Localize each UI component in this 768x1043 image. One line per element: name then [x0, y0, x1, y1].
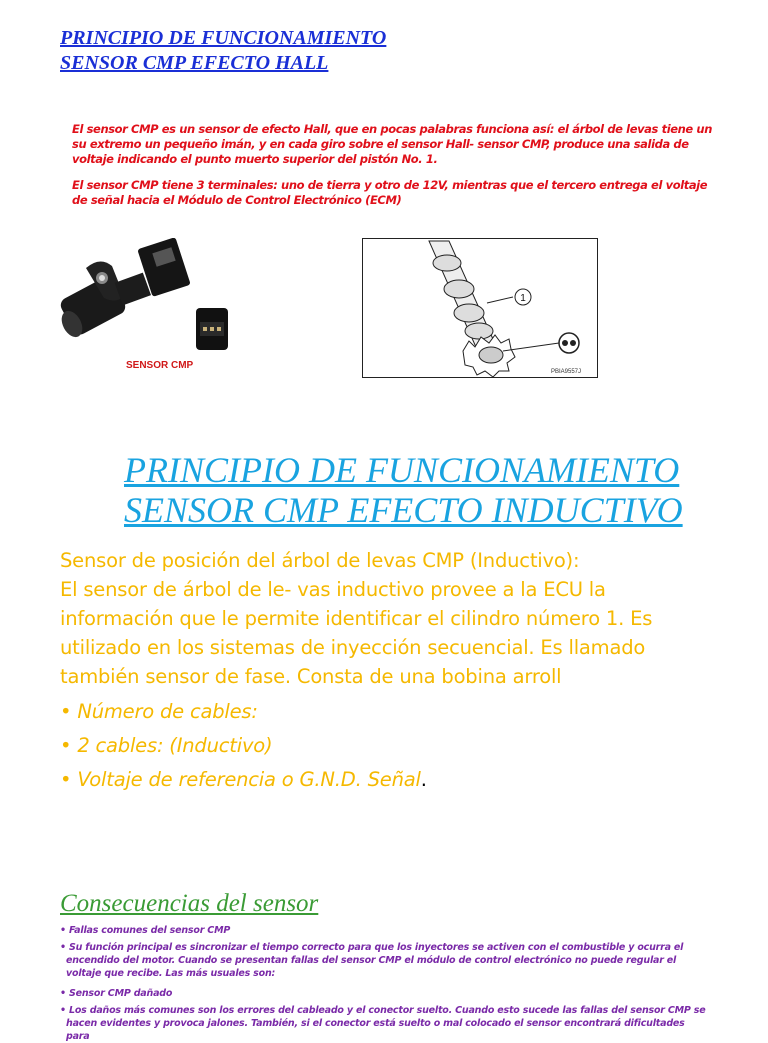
inductive-line-1: Sensor de posición del árbol de levas CMP (Inductivo): — [60, 549, 580, 572]
bullet-item: • 2 cables: (Inductivo) — [60, 734, 273, 757]
bullet-text: Número de cables: — [77, 700, 258, 723]
hall-paragraph-2: El sensor CMP tiene 3 terminales: uno de tierra y otro de 12V, mientras que el tercero entrega el voltaje de señal hacia el Módulo de Control Electrónico (ECM) — [72, 178, 708, 207]
bullet-item: • Voltaje de referencia o G.N.D. Señal. — [60, 768, 427, 791]
sensor-cmp-illustration — [60, 238, 230, 378]
hall-paragraph-1: El sensor CMP es un sensor de efecto Hall, que en pocas palabras funciona así: el árbol de levas tiene un su extremo un pequeño imán, y en cada giro sobre el sensor Hall- sensor CMP, produce una salida de voltaje indicando el punto muerto superior del pistón No. 1. — [72, 122, 712, 166]
inductive-line-2: El sensor de árbol de le- vas inductivo provee a la ECU la — [60, 578, 606, 601]
diagram-code: PBIA9557J — [550, 369, 581, 375]
bullet-item: • Número de cables: — [60, 700, 258, 723]
consequences-item-1: • Fallas comunes del sensor CMP — [60, 925, 231, 936]
diagram-callout-number: 1 — [520, 293, 526, 304]
bullet-text: 2 cables: (Inductivo) — [77, 734, 273, 757]
consequences-item-4: • Los daños más comunes son los errores del cableado y el conector suelto. Cuando esto sucede las fallas del sensor CMP se hacen evidentes y provoca jalones. También, si el conector está suelto o mal colocado el sensor encontrará dificultades para — [60, 1005, 706, 1042]
hall-title — [60, 26, 386, 76]
inductive-line-3: información que le permite identificar el cilindro número 1. Es — [60, 607, 653, 630]
hall-title-line2: SENSOR CMP EFECTO HALL — [60, 52, 329, 74]
sensor-cmp-caption: SENSOR CMP — [126, 360, 194, 371]
inductive-line-5: también sensor de fase. Consta de una bobina arroll — [60, 665, 562, 688]
inductive-title-line1: PRINCIPIO DE FUNCIONAMIENTO — [124, 450, 680, 490]
consequences-item-3: • Sensor CMP dañado — [60, 988, 173, 999]
inductive-line-4: utilizado en los sistemas de inyección secuencial. Es llamado — [60, 636, 646, 659]
consequences-item-2: • Su función principal es sincronizar el tiempo correcto para que los inyectores se activen con el combustible y ocurra el encendido del motor. Cuando se presentan fallas del sensor CMP el módulo de control electrónico no puede regular el voltaje que recibe. Las más usuales son: — [60, 942, 684, 979]
bullet-text: Voltaje de referencia o G.N.D. Señal — [77, 768, 421, 791]
sensor-cmp-image — [60, 238, 230, 378]
inductive-description — [60, 546, 740, 691]
consequences-item — [60, 924, 710, 937]
consequences-item — [60, 941, 710, 980]
hall-title-line1: PRINCIPIO DE FUNCIONAMIENTO — [60, 27, 387, 49]
camshaft-diagram — [362, 238, 598, 378]
camshaft-illustration — [363, 239, 597, 377]
consequences-item — [60, 987, 710, 1000]
inductive-title — [124, 450, 683, 530]
trailing-period: . — [420, 768, 427, 791]
consequences-title: Consecuencias del sensor — [60, 890, 319, 917]
inductive-title-line2: SENSOR CMP EFECTO INDUCTIVO — [124, 490, 683, 530]
